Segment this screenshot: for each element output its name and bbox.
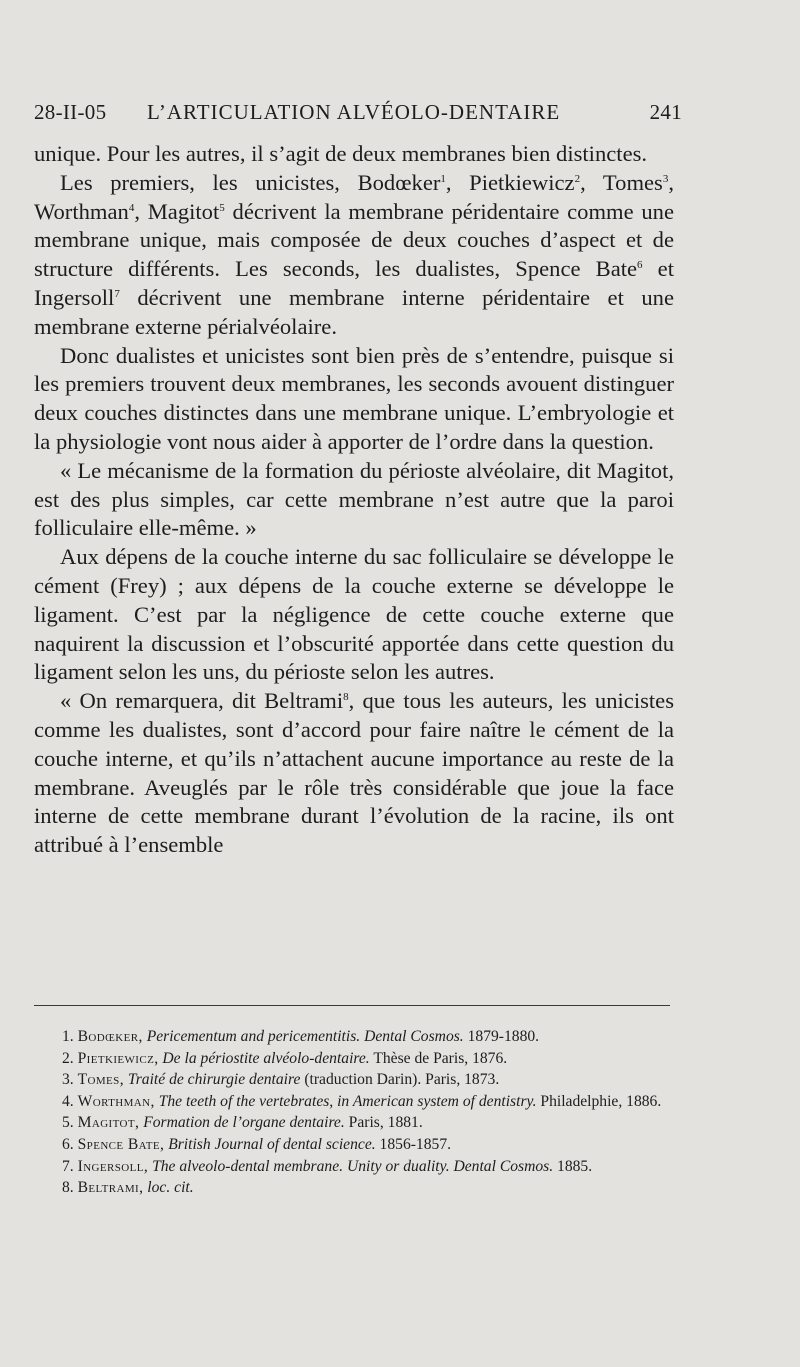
paragraph-text: , Pietkiewicz [445,169,575,195]
footnote-rest: 1879-1880. [467,1028,540,1045]
footnote [34,1177,674,1199]
paragraph-text: Donc dualistes et unicistes sont bien près de s’entendre, puisque si les premiers trouvent deux membranes, les seconds avouent distinguer deux couches distinctes dans une membrane unique. L’embryologie et la physiologie vont nous aider à apporter de l’ordre dans la question. [34,342,674,454]
footnote-rest: Philadelphie, 1886. [540,1092,662,1110]
header-date: 28-II-05 [34,100,107,124]
footnote [34,1134,674,1156]
footnote-title: British Journal of dental science. [168,1135,376,1153]
footnote-rest: Thèse de Paris, 1876. [373,1049,508,1067]
footnote [34,1026,674,1048]
footnote-ref[interactable]: 4 [128,201,135,214]
footnote-ref[interactable]: 2 [574,172,581,185]
paragraph-text: , Magitot [134,198,220,224]
paragraph-text: Les premiers, les unicistes, Bodœker [60,169,441,195]
footnote-number: 4. [62,1092,74,1110]
paragraph [34,342,674,457]
footnote-rest: Paris, 1881. [348,1114,423,1132]
footnote-title: The teeth of the vertebrates, in American system of dentistry. [158,1092,537,1110]
footnote-number: 7. [62,1157,74,1175]
footnote-author: Worthman, [77,1092,155,1110]
paragraph [34,140,674,169]
footnote [34,1091,674,1113]
paragraph-text: « On remarquera, dit Beltrami [60,688,344,714]
footnote-title: loc. cit. [147,1179,194,1197]
paragraph [34,543,674,687]
footnote [34,1069,674,1091]
footnote-number: 2. [62,1049,74,1067]
footnote-author: Spence Bate, [77,1135,165,1153]
footnote [34,1112,674,1134]
header-title: L’ARTICULATION ALVÉOLO-DENTAIRE [147,100,561,124]
footnote-ref[interactable]: 3 [662,172,669,185]
paragraph-text: Aux dépens de la couche interne du sac folliculaire se développe le cément (Frey) ; aux dépens de la couche externe se développe le ligament. C’est par la négligence de cette couche externe que naquirent la discussion et l’obscurité apportée dans cette question du ligament selon les uns, du périoste selon les autres. [34,544,674,685]
footnote-author: Magitot, [77,1114,140,1132]
footnote [34,1156,674,1178]
footnote-number: 6. [62,1135,74,1153]
footnote-ref[interactable]: 1 [440,172,446,185]
footnote-author: Pietkiewicz, [77,1049,159,1067]
footnote-title: Formation de l’organe dentaire. [143,1114,345,1132]
footnote-title: Pericementum and pericementitis. Dental Cosmos. [146,1028,464,1045]
running-header [34,100,682,136]
paragraph-text: « Le mécanisme de la formation du périoste alvéolaire, dit Magitot, est des plus simples, car cette membrane n’est autre que la paroi folliculaire elle-même. » [34,457,674,541]
main-text [34,140,674,860]
paragraph [34,169,674,342]
paragraph [34,457,674,543]
footnote-author: Beltrami, [77,1179,144,1197]
footnotes [34,1026,674,1199]
footnote-number: 1. [62,1028,74,1045]
footnote [34,1048,674,1070]
paragraph-text: , que tous les auteurs, les unicistes comme les dualistes, sont d’accord pour faire naître le cément de la couche interne, et qu’ils n’attachent aucune importance au reste de la membrane. Aveuglés par le rôle très considérable que joue la face interne de cette membrane durant l’évolution de la racine, ils ont attribué à l’ensemble [34,688,674,858]
footnote-author: Bodœker, [77,1028,143,1045]
footnote-divider [34,1005,670,1006]
page-number: 241 [649,100,682,124]
footnote-rest: 1885. [557,1157,593,1175]
paragraph-text: , Worthman [34,169,674,224]
footnote-ref[interactable]: 8 [343,691,349,704]
footnote-title: The alveolo-dental membrane. Unity or duality. Dental Cosmos. [152,1157,554,1175]
footnote-rest: 1856-1857. [379,1135,452,1153]
footnote-rest: (traduction Darin). Paris, 1873. [304,1071,500,1089]
paragraph-text: décrivent une membrane interne péridentaire et une membrane externe périalvéolaire. [34,284,674,339]
footnote-ref[interactable]: 7 [114,287,120,300]
footnote-number: 3. [62,1071,74,1089]
footnote-author: Tomes, [77,1071,124,1089]
footnote-title: Traité de chirurgie dentaire [127,1071,301,1089]
footnote-author: Ingersoll, [77,1157,149,1175]
footnote-title: De la périostite alvéolo-dentaire. [162,1049,370,1067]
footnote-number: 8. [62,1179,74,1197]
paragraph [34,687,674,860]
paragraph-text: et Ingersoll [34,256,674,310]
footnote-ref[interactable]: 5 [219,201,225,214]
paragraph-text: unique. Pour les autres, il s’agit de deux membranes bien distinctes. [34,141,648,166]
footnote-ref[interactable]: 6 [637,259,643,272]
footnote-number: 5. [62,1114,74,1132]
paragraph-text: décrivent la membrane péridentaire comme une membrane unique, mais composée de deux couches d’aspect et de structure différents. Les seconds, les dualistes, Spence Bate [34,198,675,282]
paragraph-text: , Tomes [580,169,663,195]
